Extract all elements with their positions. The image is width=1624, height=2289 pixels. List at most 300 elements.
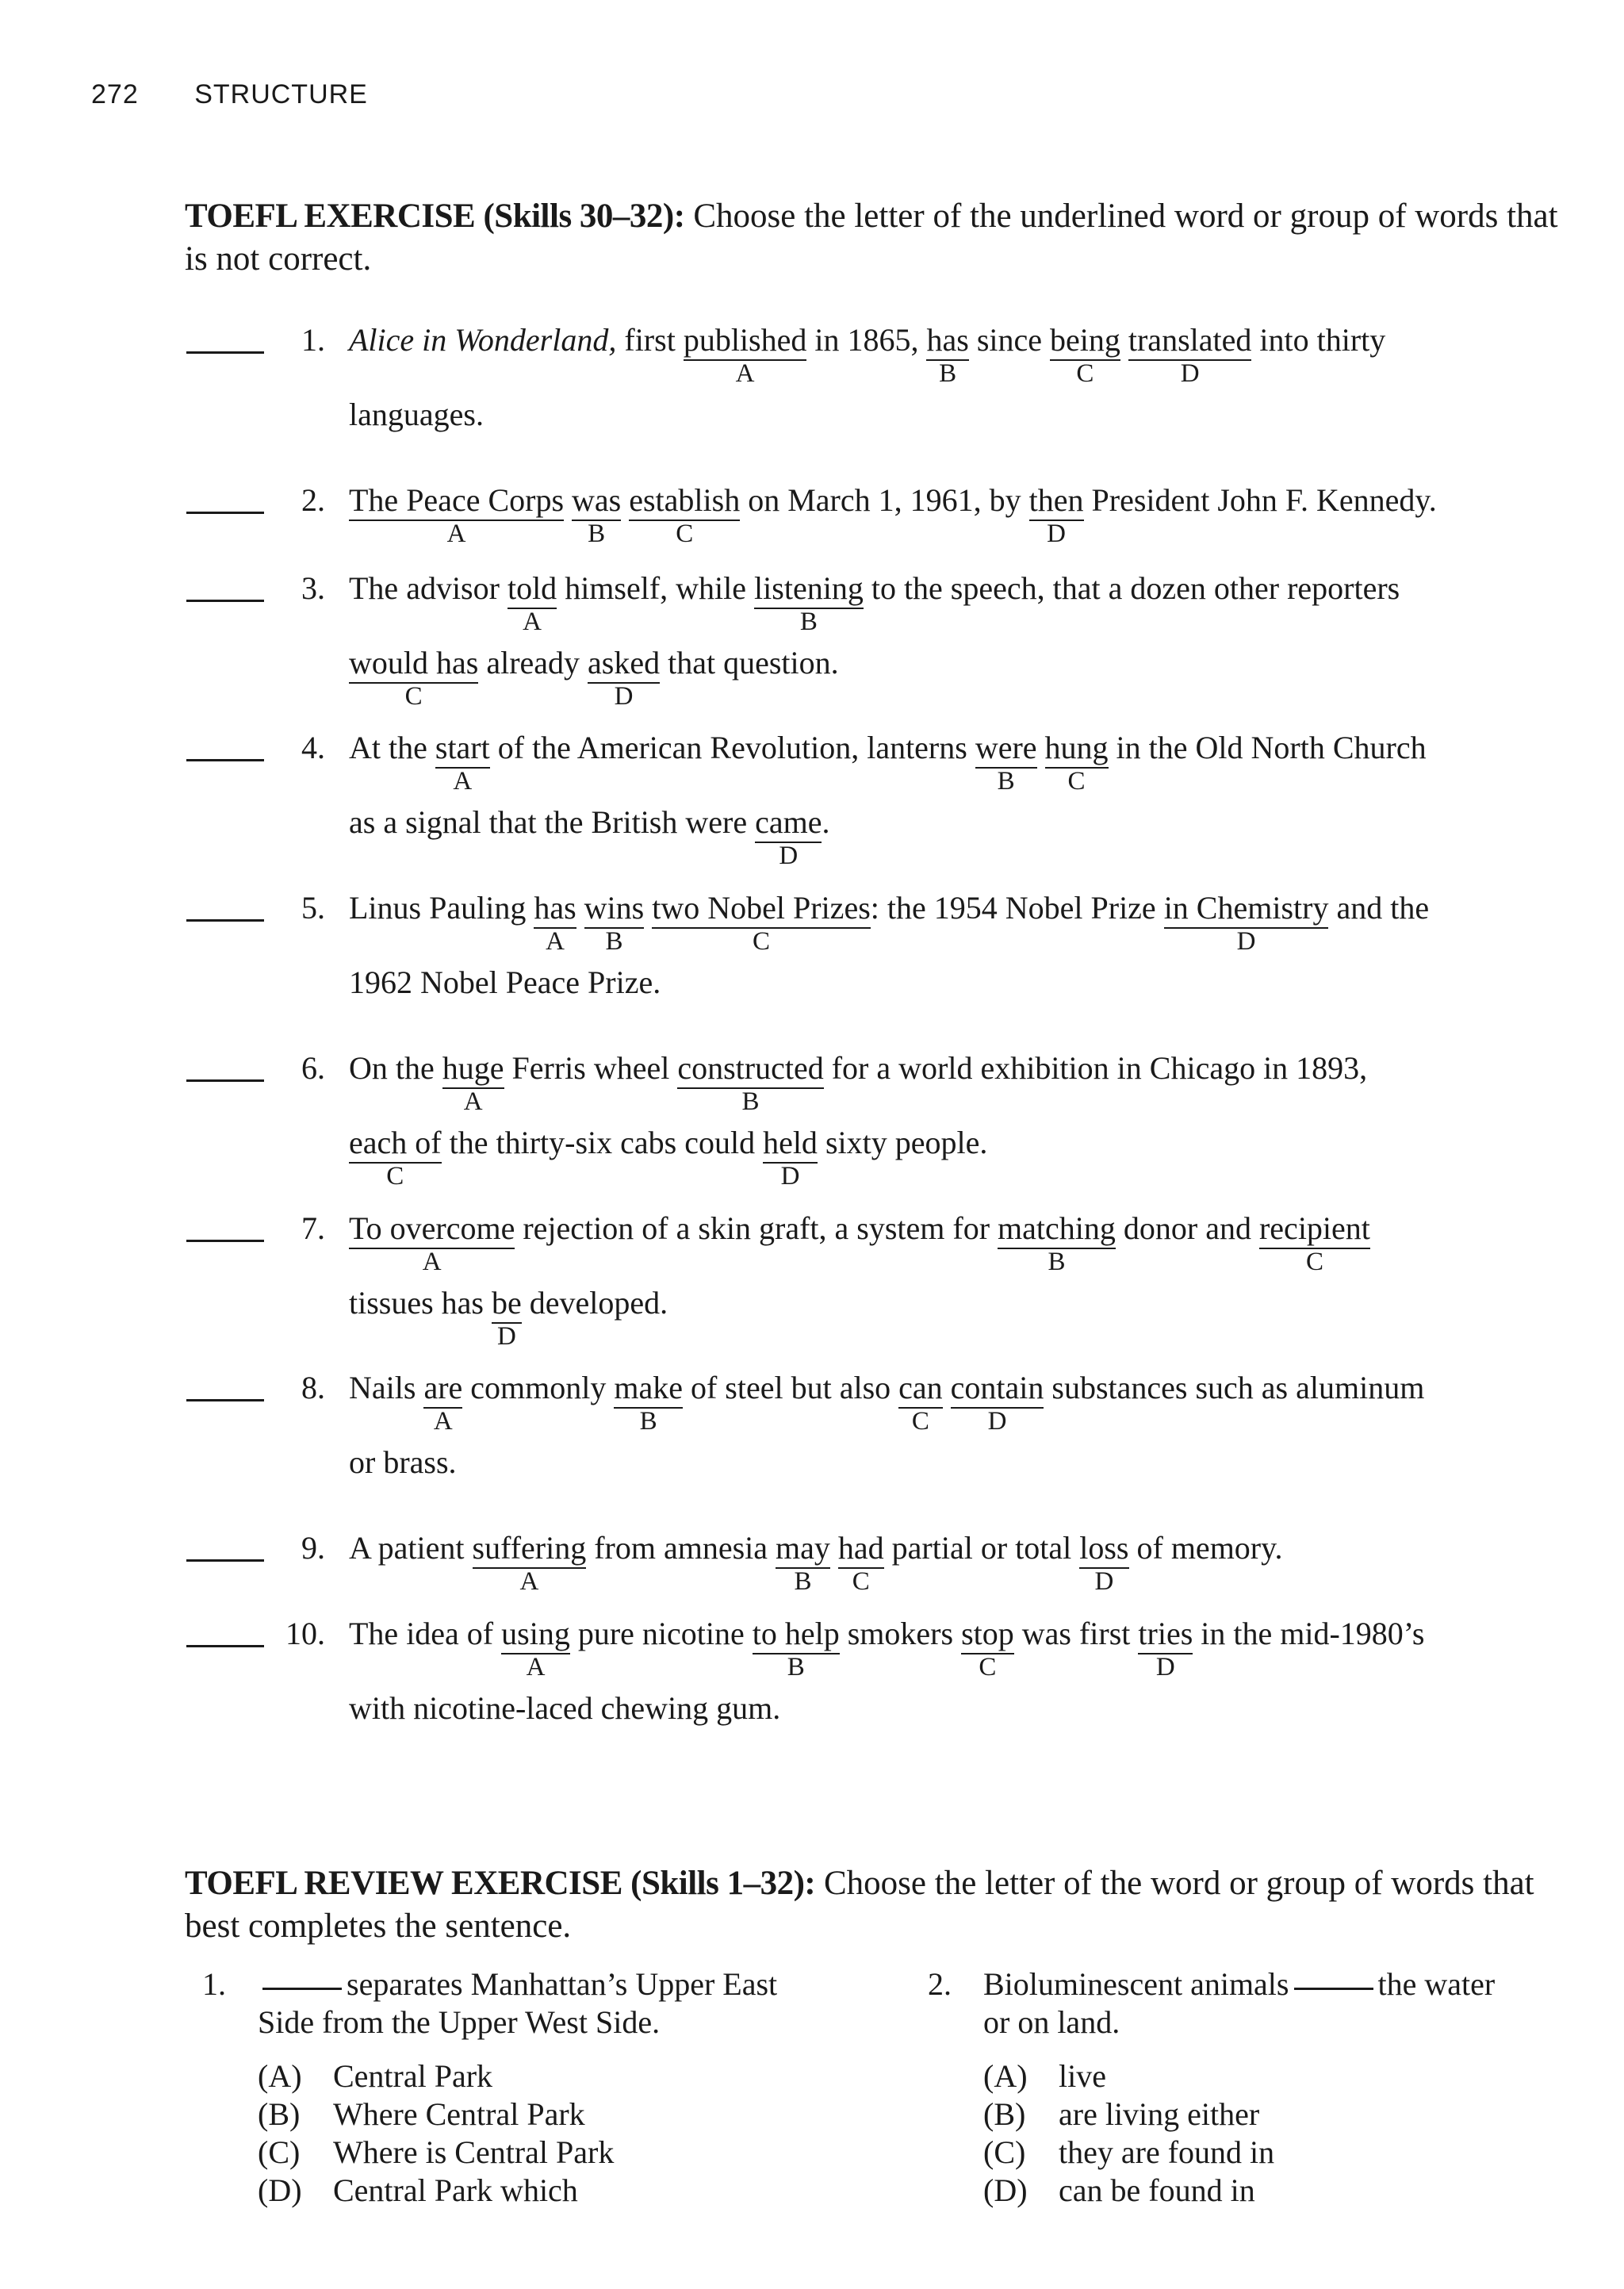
question-item xyxy=(0,1049,1624,1191)
underlined-option[interactable] xyxy=(926,321,969,388)
sentence-text: himself, while xyxy=(557,570,755,606)
exercise-1-title: TOEFL EXERCISE (Skills 30–32): xyxy=(185,197,685,235)
text-segment xyxy=(830,1529,838,1567)
text-segment xyxy=(557,569,754,608)
text-segment xyxy=(349,1049,442,1087)
underlined-option[interactable] xyxy=(1044,729,1109,796)
sentence-text: partial or total xyxy=(883,1530,1080,1566)
underlined-option-text: loss xyxy=(1079,1530,1129,1566)
underlined-option[interactable] xyxy=(755,803,822,870)
question-line xyxy=(349,889,1624,956)
text-segment xyxy=(1129,1529,1283,1567)
sentence-text: on March 1, 1961, by xyxy=(740,482,1029,518)
underlined-option[interactable] xyxy=(423,1369,463,1436)
option-letter: D xyxy=(1094,1567,1114,1596)
text-segment xyxy=(840,1615,961,1653)
question-item xyxy=(0,1615,1624,1727)
underlined-option-text: published xyxy=(683,322,807,358)
text-segment xyxy=(349,1369,423,1407)
option-letter: D xyxy=(1047,520,1066,548)
option-letter: C xyxy=(979,1653,997,1681)
sentence-text: Nails xyxy=(349,1370,424,1405)
underlined-option[interactable] xyxy=(629,481,741,548)
underlined-option-text: The Peace Corps xyxy=(349,482,565,518)
option-letter: B xyxy=(787,1653,805,1681)
question-number: 8. xyxy=(301,1370,325,1405)
sentence-text: already xyxy=(478,645,588,681)
option-letter: A xyxy=(433,1407,453,1436)
sentence-text: since xyxy=(968,322,1050,358)
underlined-option-text: stop xyxy=(961,1616,1014,1651)
sentence-text: President John F. Kennedy. xyxy=(1083,482,1437,518)
sentence-text: rejection of a skin graft, a system for xyxy=(515,1210,998,1246)
underlined-option[interactable] xyxy=(837,1529,884,1596)
option-letter: B xyxy=(639,1407,657,1436)
sentence-text xyxy=(621,482,629,518)
sentence-text: languages. xyxy=(349,397,484,432)
underlined-option-text: then xyxy=(1028,482,1084,518)
sentence-text: of the American Revolution, lanterns xyxy=(489,730,975,765)
underlined-option[interactable] xyxy=(763,1124,818,1191)
underlined-option[interactable] xyxy=(652,889,871,956)
text-segment xyxy=(864,569,1400,608)
underlined-option-text: may xyxy=(776,1530,830,1566)
underlined-option-text: held xyxy=(763,1125,818,1160)
text-segment xyxy=(349,569,508,608)
underlined-option[interactable] xyxy=(1028,481,1084,548)
underlined-option-text: told xyxy=(507,570,557,606)
underlined-option[interactable] xyxy=(1050,321,1120,388)
underlined-option[interactable] xyxy=(1163,889,1329,956)
option-text: live xyxy=(1059,2058,1106,2094)
question-number: 6. xyxy=(301,1050,325,1086)
underlined-option-text: suffering xyxy=(472,1530,587,1566)
stem-text-before: Bioluminescent animals xyxy=(983,1966,1289,2002)
question-number: 2. xyxy=(301,482,325,518)
answer-option[interactable] xyxy=(258,2134,797,2172)
text-segment xyxy=(586,1529,776,1567)
answer-option[interactable] xyxy=(983,2057,1522,2095)
text-segment xyxy=(349,1529,473,1567)
sentence-text: of steel but also xyxy=(682,1370,899,1405)
option-letter: (C) xyxy=(258,2134,301,2170)
answer-blank[interactable] xyxy=(186,1079,264,1082)
underlined-option[interactable] xyxy=(507,569,557,636)
answer-option[interactable] xyxy=(258,2095,797,2134)
answer-option[interactable] xyxy=(983,2134,1522,2172)
underlined-option[interactable] xyxy=(435,729,490,796)
text-segment xyxy=(478,644,588,682)
option-letter: A xyxy=(526,1653,546,1681)
option-text: they are found in xyxy=(1059,2134,1275,2170)
question-item xyxy=(0,481,1624,548)
question-line xyxy=(349,1615,1624,1681)
option-letter: C xyxy=(753,927,771,956)
text-segment xyxy=(621,481,629,520)
answer-blank[interactable] xyxy=(186,351,264,354)
question-line xyxy=(349,1210,1624,1276)
exercise-2-instructions xyxy=(185,1862,1565,1948)
underlined-option[interactable] xyxy=(349,1210,515,1276)
answer-option[interactable] xyxy=(258,2172,797,2210)
underlined-option-text: contain xyxy=(950,1370,1044,1405)
option-letter: A xyxy=(519,1567,539,1596)
underlined-option-text: matching xyxy=(998,1210,1116,1246)
underlined-option[interactable] xyxy=(677,1049,824,1116)
underlined-option[interactable] xyxy=(898,1369,943,1436)
underlined-option[interactable] xyxy=(588,644,661,711)
answer-blank[interactable] xyxy=(186,1559,264,1562)
underlined-option-text: start xyxy=(435,730,490,765)
answer-blank[interactable] xyxy=(186,600,264,602)
underlined-option-text: hung xyxy=(1044,730,1109,765)
underlined-option[interactable] xyxy=(349,644,479,711)
underlined-option-text: being xyxy=(1050,322,1120,358)
option-letter: (C) xyxy=(983,2134,1026,2170)
underlined-option-text: has xyxy=(926,322,969,358)
sentence-text: in 1865, xyxy=(806,322,927,358)
answer-blank[interactable] xyxy=(186,1645,264,1647)
sentence-text: donor and xyxy=(1115,1210,1259,1246)
question-line xyxy=(349,1689,1624,1727)
underlined-option-text: translated xyxy=(1128,322,1252,358)
question-number: 2. xyxy=(928,1966,952,2002)
exercise-1-instruction-text: Choose the letter of the underlined word or group of words that is not correct. xyxy=(185,197,1558,278)
sentence-text: On the xyxy=(349,1050,442,1086)
text-segment xyxy=(806,321,926,359)
page-header xyxy=(91,79,368,110)
sentence-text: At the xyxy=(349,730,435,765)
option-letter: B xyxy=(605,927,623,956)
exercise-2-instruction-text: Choose the letter of the word or group of words that best completes the sentence. xyxy=(185,1865,1534,1945)
underlined-option-text: using xyxy=(501,1616,570,1651)
text-segment xyxy=(349,889,534,927)
question-line xyxy=(349,481,1624,548)
sentence-text: was first xyxy=(1013,1616,1139,1651)
question-number: 10. xyxy=(285,1616,325,1651)
sentence-text: first xyxy=(616,322,684,358)
answer-blank[interactable] xyxy=(186,919,264,922)
question-number: 5. xyxy=(301,890,325,926)
underlined-option[interactable] xyxy=(492,1284,522,1351)
text-segment xyxy=(644,889,652,927)
option-letter: C xyxy=(1305,1248,1323,1276)
text-segment xyxy=(871,889,1164,927)
underlined-option[interactable] xyxy=(349,481,565,548)
option-letter: B xyxy=(997,767,1015,796)
option-letter: (A) xyxy=(983,2058,1028,2094)
underlined-option-text: asked xyxy=(588,645,661,681)
sentence-text: Ferris wheel xyxy=(504,1050,678,1086)
question-number: 4. xyxy=(301,730,325,765)
text-segment xyxy=(1037,729,1045,767)
option-letter: C xyxy=(1076,359,1094,388)
sentence-text: in the Old North Church xyxy=(1108,730,1427,765)
text-segment xyxy=(490,729,975,767)
underlined-option-text: had xyxy=(837,1530,884,1566)
text-segment xyxy=(1193,1615,1424,1653)
option-text: Central Park xyxy=(333,2058,493,2094)
sentence-text: from amnesia xyxy=(586,1530,776,1566)
underlined-option-text: two Nobel Prizes xyxy=(652,890,871,926)
sentence-text: to the speech, that a dozen other reporters xyxy=(863,570,1400,606)
question-line xyxy=(349,1369,1624,1436)
underlined-option-text: were xyxy=(975,730,1037,765)
text-segment xyxy=(943,1369,951,1407)
underlined-option[interactable] xyxy=(975,729,1037,796)
answer-blank[interactable] xyxy=(186,1240,264,1242)
option-letter: A xyxy=(546,927,565,956)
underlined-option-text: was xyxy=(572,482,622,518)
question-line xyxy=(349,803,1624,870)
option-text: Where is Central Park xyxy=(333,2134,615,2170)
underlined-option-text: to help xyxy=(752,1616,840,1651)
text-segment xyxy=(969,321,1050,359)
question-item xyxy=(0,729,1624,870)
option-letter: B xyxy=(799,608,818,636)
underlined-option[interactable] xyxy=(584,889,645,956)
sentence-text: The advisor xyxy=(349,570,508,606)
question-item xyxy=(0,1369,1624,1482)
sentence-text: in the mid-1980’s xyxy=(1193,1616,1425,1651)
option-text: Central Park which xyxy=(333,2172,578,2208)
text-segment xyxy=(522,1284,668,1322)
sentence-text: for a world exhibition in Chicago in 1893, xyxy=(823,1050,1368,1086)
text-segment xyxy=(564,481,572,520)
text-segment xyxy=(740,481,1028,520)
option-letter: (B) xyxy=(983,2096,1026,2132)
answer-blank[interactable] xyxy=(186,1399,264,1401)
underlined-option-text: has xyxy=(534,890,576,926)
question-item xyxy=(0,1210,1624,1351)
multiple-choice-question xyxy=(202,1965,797,2210)
text-segment xyxy=(1014,1615,1139,1653)
underlined-option[interactable] xyxy=(752,1615,840,1681)
option-letter: D xyxy=(1155,1653,1175,1681)
sentence-text: developed. xyxy=(521,1285,668,1321)
option-letter: D xyxy=(1180,359,1200,388)
question-item xyxy=(0,1529,1624,1596)
underlined-option-text: each of xyxy=(349,1125,442,1160)
underlined-option-text: make xyxy=(614,1370,683,1405)
question-line xyxy=(349,1284,1624,1351)
text-segment xyxy=(822,803,829,842)
section-title: STRUCTURE xyxy=(194,79,368,109)
text-segment xyxy=(349,729,435,767)
question-line xyxy=(349,1124,1624,1191)
answer-blank[interactable] xyxy=(186,759,264,761)
underlined-option[interactable] xyxy=(1128,321,1252,388)
sentence-text: substances such as aluminum xyxy=(1044,1370,1425,1405)
underlined-option-text: wins xyxy=(584,890,645,926)
underlined-option-text: would has xyxy=(349,645,479,681)
sentence-text: with nicotine-laced chewing gum. xyxy=(349,1690,781,1726)
text-segment xyxy=(349,1444,457,1482)
question-item xyxy=(0,321,1624,434)
option-letter: A xyxy=(446,520,466,548)
option-letter: (D) xyxy=(258,2172,302,2208)
text-segment xyxy=(1120,321,1128,359)
underlined-option[interactable] xyxy=(349,1124,442,1191)
sentence-text xyxy=(943,1370,951,1405)
underlined-option[interactable] xyxy=(534,889,576,956)
option-letter: D xyxy=(987,1407,1007,1436)
sentence-text: : the 1954 Nobel Prize xyxy=(870,890,1164,926)
question-number: 9. xyxy=(301,1530,325,1566)
question-line xyxy=(349,964,1624,1002)
answer-option[interactable] xyxy=(983,2095,1522,2134)
sentence-text xyxy=(644,890,652,926)
sentence-text: Linus Pauling xyxy=(349,890,534,926)
sentence-text: into thirty xyxy=(1251,322,1386,358)
text-segment xyxy=(349,803,755,842)
option-text: Where Central Park xyxy=(333,2096,585,2132)
sentence-text: the thirty-six cabs could xyxy=(441,1125,764,1160)
underlined-option-text: are xyxy=(423,1370,463,1405)
text-segment xyxy=(349,964,661,1002)
page-number: 272 xyxy=(91,79,139,109)
option-letter: (B) xyxy=(258,2096,301,2132)
underlined-option-text: constructed xyxy=(677,1050,824,1086)
question-line xyxy=(349,321,1624,388)
sentence-text: of memory. xyxy=(1128,1530,1283,1566)
option-letter: B xyxy=(939,359,957,388)
sentence-text xyxy=(564,482,572,518)
option-letter: C xyxy=(404,682,423,711)
question-item xyxy=(0,569,1624,711)
underlined-option[interactable] xyxy=(754,569,864,636)
sentence-text: The idea of xyxy=(349,1616,502,1651)
underlined-option-text: can xyxy=(898,1370,943,1405)
option-letter: D xyxy=(780,1162,800,1191)
multiple-choice-question xyxy=(928,1965,1522,2210)
text-segment xyxy=(1251,321,1385,359)
text-segment xyxy=(462,1369,614,1407)
underlined-option[interactable] xyxy=(950,1369,1044,1436)
sentence-text: tissues has xyxy=(349,1285,492,1321)
question-line xyxy=(349,1444,1624,1482)
text-segment xyxy=(660,644,839,682)
text-segment xyxy=(349,1284,492,1322)
answer-option[interactable] xyxy=(258,2057,797,2095)
underlined-option[interactable] xyxy=(1138,1615,1193,1681)
option-letter: A xyxy=(735,359,755,388)
text-segment xyxy=(616,321,683,359)
underlined-option[interactable] xyxy=(614,1369,683,1436)
option-text: are living either xyxy=(1059,2096,1260,2132)
fill-in-blank[interactable] xyxy=(262,1988,342,1990)
fill-in-blank[interactable] xyxy=(1294,1988,1373,1990)
question-number: 7. xyxy=(301,1210,325,1246)
answer-option[interactable] xyxy=(983,2172,1522,2210)
underlined-option[interactable] xyxy=(1079,1529,1129,1596)
sentence-text: and the xyxy=(1328,890,1430,926)
option-letter: B xyxy=(588,520,606,548)
exercise-2-title: TOEFL REVIEW EXERCISE (Skills 1–32): xyxy=(185,1865,816,1902)
text-segment xyxy=(818,1124,987,1162)
underlined-option-text: To overcome xyxy=(349,1210,515,1246)
question-line xyxy=(349,569,1624,636)
sentence-text: A patient xyxy=(349,1530,473,1566)
question-line xyxy=(349,729,1624,796)
underlined-option[interactable] xyxy=(572,481,622,548)
sentence-text: 1962 Nobel Peace Prize. xyxy=(349,964,661,1000)
text-segment xyxy=(1084,481,1437,520)
exercise-1-instructions xyxy=(185,195,1565,281)
option-letter: D xyxy=(496,1322,516,1351)
underlined-option[interactable] xyxy=(776,1529,830,1596)
option-letter: B xyxy=(1048,1248,1066,1276)
option-letter: B xyxy=(794,1567,812,1596)
underlined-option[interactable] xyxy=(472,1529,587,1596)
sentence-text: commonly xyxy=(462,1370,615,1405)
option-letter: C xyxy=(852,1567,870,1596)
underlined-option[interactable] xyxy=(442,1049,504,1116)
underlined-option[interactable] xyxy=(961,1615,1014,1681)
text-segment xyxy=(515,1210,998,1248)
underlined-option-text: be xyxy=(492,1285,522,1321)
option-letter: A xyxy=(523,608,542,636)
sentence-text: as a signal that the British were xyxy=(349,804,756,840)
text-segment xyxy=(683,1369,898,1407)
question-number: 1. xyxy=(202,1966,226,2002)
question-number: 3. xyxy=(301,570,325,606)
text-segment xyxy=(1044,1369,1424,1407)
text-segment xyxy=(349,396,484,434)
option-letter: D xyxy=(779,842,799,870)
stem-text-after: separates Manhattan’s Upper East Side from the Upper West Side. xyxy=(258,1966,778,2040)
underlined-option[interactable] xyxy=(1258,1210,1370,1276)
underlined-option-text: listening xyxy=(754,570,864,606)
sentence-text xyxy=(830,1530,838,1566)
text-segment xyxy=(349,1689,780,1727)
underlined-option-text: huge xyxy=(442,1050,504,1086)
text-segment xyxy=(884,1529,1080,1567)
option-letter: B xyxy=(741,1087,760,1116)
question-line xyxy=(349,1529,1624,1596)
sentence-text xyxy=(1120,322,1128,358)
text-segment xyxy=(1328,889,1429,927)
option-letter: D xyxy=(1236,927,1256,956)
text-segment xyxy=(576,889,584,927)
underlined-option-text: in Chemistry xyxy=(1163,890,1329,926)
underlined-option-text: recipient xyxy=(1258,1210,1370,1246)
underlined-option-text: establish xyxy=(629,482,741,518)
option-letter: (D) xyxy=(983,2172,1028,2208)
sentence-text xyxy=(1037,730,1045,765)
option-letter: A xyxy=(463,1087,483,1116)
text-segment xyxy=(349,1615,501,1653)
underlined-option[interactable] xyxy=(998,1210,1116,1276)
option-letter: C xyxy=(386,1162,404,1191)
option-letter: A xyxy=(453,767,473,796)
sentence-text: or brass. xyxy=(349,1444,457,1480)
sentence-text: smokers xyxy=(839,1616,962,1651)
option-letter: (A) xyxy=(258,2058,302,2094)
option-letter: C xyxy=(1067,767,1086,796)
text-segment xyxy=(349,321,616,359)
text-segment xyxy=(442,1124,763,1162)
text-segment xyxy=(824,1049,1367,1087)
answer-blank[interactable] xyxy=(186,512,264,514)
underlined-option[interactable] xyxy=(501,1615,570,1681)
option-letter: C xyxy=(911,1407,929,1436)
sentence-text: sixty people. xyxy=(817,1125,988,1160)
underlined-option[interactable] xyxy=(683,321,807,388)
question-line xyxy=(349,644,1624,711)
question-line xyxy=(349,396,1624,434)
sentence-text xyxy=(576,890,584,926)
